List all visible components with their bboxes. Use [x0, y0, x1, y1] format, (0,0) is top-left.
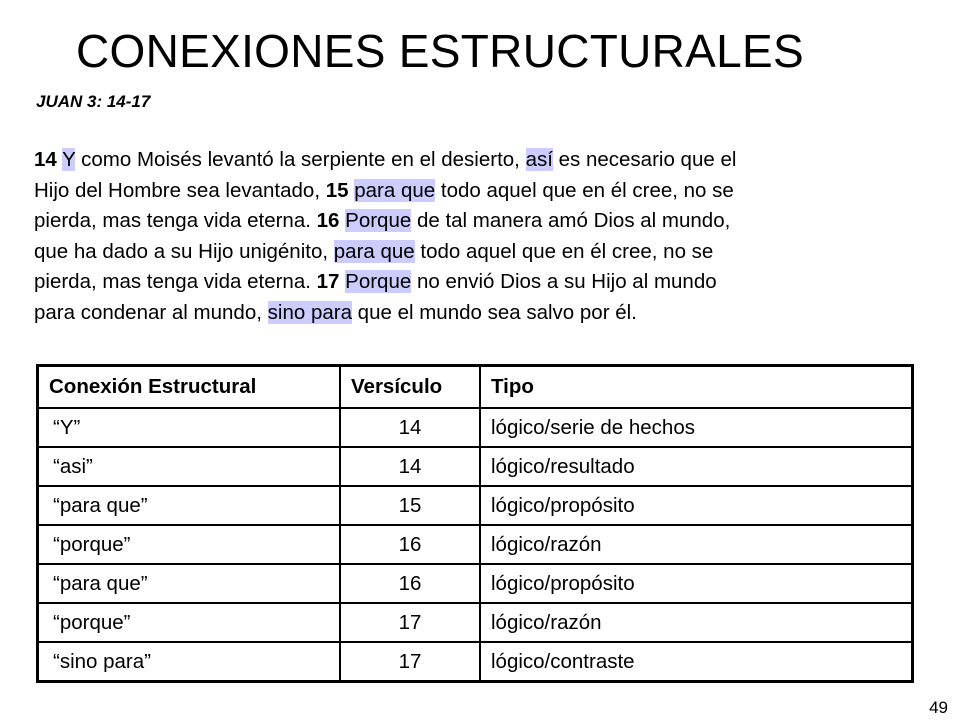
cell-type: lógico/propósito [480, 486, 913, 525]
cell-type: lógico/serie de hechos [480, 408, 913, 447]
table-row [38, 603, 913, 642]
passage-text: es necesario que el [552, 148, 737, 171]
scripture-reference: JUAN 3: 14-17 [36, 92, 151, 111]
passage-text: todo aquel que en él cree, no se [435, 178, 734, 202]
verse-number: 16 [316, 209, 340, 232]
cell-verse: 17 [340, 603, 480, 642]
cell-type: lógico/resultado [480, 447, 913, 486]
scripture-passage [34, 145, 954, 328]
table-row [38, 564, 913, 603]
table-row [38, 486, 913, 525]
highlighted-connector: así [525, 148, 553, 171]
table-header-row [38, 366, 913, 409]
passage-line [34, 145, 954, 176]
passage-text: que ha dado a su Hijo unigénito, [34, 239, 334, 263]
passage-text: de tal manera amó Dios al mundo, [411, 209, 731, 232]
verse-number: 17 [316, 270, 340, 293]
cell-connection: “porque” [38, 603, 341, 642]
verse-number: 15 [325, 178, 349, 202]
passage-line [34, 176, 954, 207]
table-row [38, 447, 913, 486]
verse-number: 14 [34, 148, 57, 171]
table-row [38, 408, 913, 447]
page-number: 49 [929, 698, 948, 717]
highlighted-connector: para que [333, 239, 415, 263]
passage-line [34, 267, 954, 298]
cell-connection: “porque” [38, 525, 341, 564]
passage-line [34, 206, 954, 237]
highlighted-connector: Y [62, 148, 76, 171]
table-row [38, 525, 913, 564]
passage-text: como Moisés levantó la serpiente en el desierto, [75, 148, 526, 171]
cell-verse: 14 [340, 408, 480, 447]
cell-type: lógico/razón [480, 603, 913, 642]
header-connection: Conexión Estructural [38, 366, 341, 409]
cell-connection: “para que” [38, 486, 341, 525]
passage-text: no envió Dios a su Hijo al mundo [411, 270, 717, 293]
passage-text: Hijo del Hombre sea levantado, [34, 178, 326, 202]
cell-verse: 14 [340, 447, 480, 486]
passage-text: todo aquel que en él cree, no se [414, 239, 714, 263]
highlighted-connector: Porque [345, 270, 412, 293]
slide-title: CONEXIONES ESTRUCTURALES [76, 25, 804, 77]
cell-connection: “sino para” [38, 642, 341, 682]
highlighted-connector: para que [354, 178, 436, 202]
passage-text: para condenar al mundo, [34, 300, 268, 324]
highlighted-connector: sino para [267, 300, 352, 324]
structural-connections-table [36, 364, 914, 683]
passage-line [34, 237, 954, 268]
passage-text: pierda, mas tenga vida eterna. [34, 270, 317, 293]
header-type: Tipo [480, 366, 913, 409]
cell-connection: “asi” [38, 447, 341, 486]
passage-text: que el mundo sea salvo por él. [351, 300, 637, 324]
table-row [38, 642, 913, 682]
cell-type: lógico/razón [480, 525, 913, 564]
highlighted-connector: Porque [345, 209, 412, 232]
cell-connection: “para que” [38, 564, 341, 603]
cell-connection: “Y” [38, 408, 341, 447]
cell-verse: 15 [340, 486, 480, 525]
passage-line [34, 298, 954, 329]
cell-verse: 17 [340, 642, 480, 682]
header-verse: Versículo [340, 366, 480, 409]
cell-verse: 16 [340, 564, 480, 603]
passage-text: pierda, mas tenga vida eterna. [34, 209, 317, 232]
cell-verse: 16 [340, 525, 480, 564]
cell-type: lógico/propósito [480, 564, 913, 603]
cell-type: lógico/contraste [480, 642, 913, 682]
